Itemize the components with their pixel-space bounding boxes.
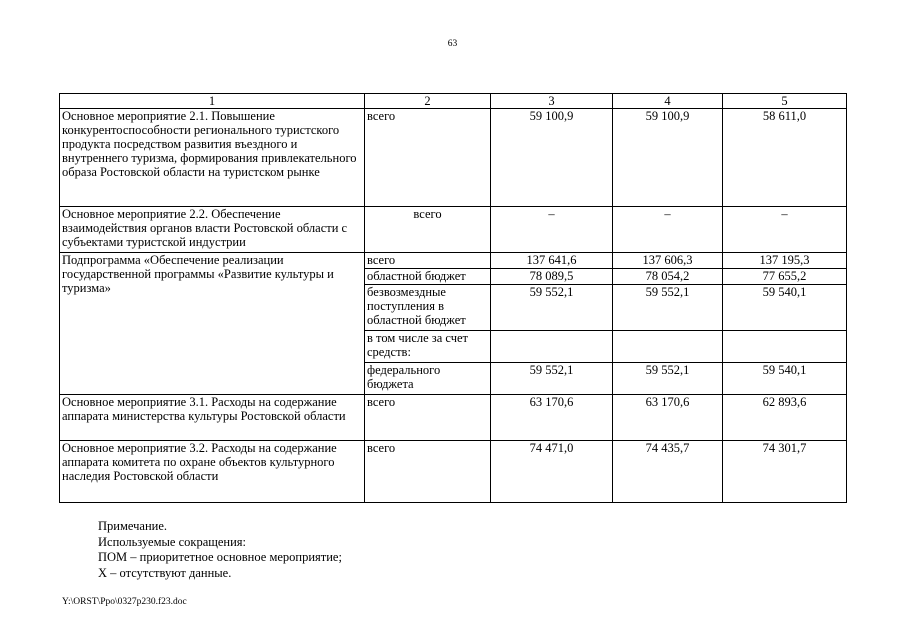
value-col-5: 77 655,2 bbox=[723, 269, 847, 285]
value-col-5: 137 195,3 bbox=[723, 253, 847, 269]
table-row bbox=[60, 395, 847, 441]
note-abbreviation-pom: ПОМ – приоритетное основное мероприятие; bbox=[98, 550, 342, 564]
value-col-4: 74 435,7 bbox=[613, 441, 723, 503]
value-col-5: 62 893,6 bbox=[723, 395, 847, 441]
funding-source: всего bbox=[365, 395, 491, 441]
funding-source: всего bbox=[365, 253, 491, 269]
value-col-5: 58 611,0 bbox=[723, 109, 847, 207]
value-col-3: 59 552,1 bbox=[491, 285, 613, 331]
value-col-3: – bbox=[491, 207, 613, 253]
funding-source: всего bbox=[365, 441, 491, 503]
file-path-footer: Y:\ORST\Ppo\0327p230.f23.doc bbox=[62, 597, 187, 607]
budget-table bbox=[59, 93, 847, 503]
value-col-4: 59 100,9 bbox=[613, 109, 723, 207]
value-col-3: 59 100,9 bbox=[491, 109, 613, 207]
header-row bbox=[60, 94, 847, 109]
column-header-3: 3 bbox=[491, 94, 613, 109]
activity-title: Основное мероприятие 3.2. Расходы на содержание аппарата комитета по охране объектов культурного наследия Ростовской области bbox=[60, 441, 365, 503]
value-col-4: 63 170,6 bbox=[613, 395, 723, 441]
value-col-3: 78 089,5 bbox=[491, 269, 613, 285]
activity-title: Подпрограмма «Обеспечение реализации государственной программы «Развитие культуры и туризма» bbox=[60, 253, 365, 395]
activity-title: Основное мероприятие 2.1. Повышение конкурентоспособности регионального туристского продукта посредством развития въездного и внутреннего туризма, формирования привлекательного образа Ростовской области на туристском рынке bbox=[60, 109, 365, 207]
funding-source: областной бюджет bbox=[365, 269, 491, 285]
funding-source: федерального бюджета bbox=[365, 363, 491, 395]
column-header-5: 5 bbox=[723, 94, 847, 109]
value-col-5: 74 301,7 bbox=[723, 441, 847, 503]
column-header-2: 2 bbox=[365, 94, 491, 109]
value-col-3: 63 170,6 bbox=[491, 395, 613, 441]
funding-source: всего bbox=[365, 207, 491, 253]
page-number: 63 bbox=[447, 39, 458, 49]
value-col-4: – bbox=[613, 207, 723, 253]
value-col-3: 137 641,6 bbox=[491, 253, 613, 269]
value-col-5 bbox=[723, 331, 847, 363]
table-row bbox=[60, 207, 847, 253]
funding-source: в том числе за счет средств: bbox=[365, 331, 491, 363]
note-block bbox=[98, 519, 342, 581]
value-col-3: 59 552,1 bbox=[491, 363, 613, 395]
funding-source: всего bbox=[365, 109, 491, 207]
value-col-5: 59 540,1 bbox=[723, 363, 847, 395]
value-col-4: 137 606,3 bbox=[613, 253, 723, 269]
column-header-4: 4 bbox=[613, 94, 723, 109]
value-col-4: 59 552,1 bbox=[613, 285, 723, 331]
value-col-4: 59 552,1 bbox=[613, 363, 723, 395]
note-abbreviation-x: Х – отсутствуют данные. bbox=[98, 565, 232, 580]
activity-title: Основное мероприятие 2.2. Обеспечение взаимодействия органов власти Ростовской области с субъектами туристской индустрии bbox=[60, 207, 365, 253]
value-col-4 bbox=[613, 331, 723, 363]
value-col-5: 59 540,1 bbox=[723, 285, 847, 331]
column-header-1: 1 bbox=[60, 94, 365, 109]
value-col-3 bbox=[491, 331, 613, 363]
table-row bbox=[60, 441, 847, 503]
value-col-4: 78 054,2 bbox=[613, 269, 723, 285]
value-col-3: 74 471,0 bbox=[491, 441, 613, 503]
value-col-5: – bbox=[723, 207, 847, 253]
note-abbreviations-heading: Используемые сокращения: bbox=[98, 534, 247, 549]
activity-title: Основное мероприятие 3.1. Расходы на содержание аппарата министерства культуры Ростовской области bbox=[60, 395, 365, 441]
funding-source: безвозмездные поступления в областной бюджет bbox=[365, 285, 491, 331]
note-title: Примечание. bbox=[98, 519, 168, 533]
table-row bbox=[60, 109, 847, 207]
table-row bbox=[60, 253, 847, 269]
